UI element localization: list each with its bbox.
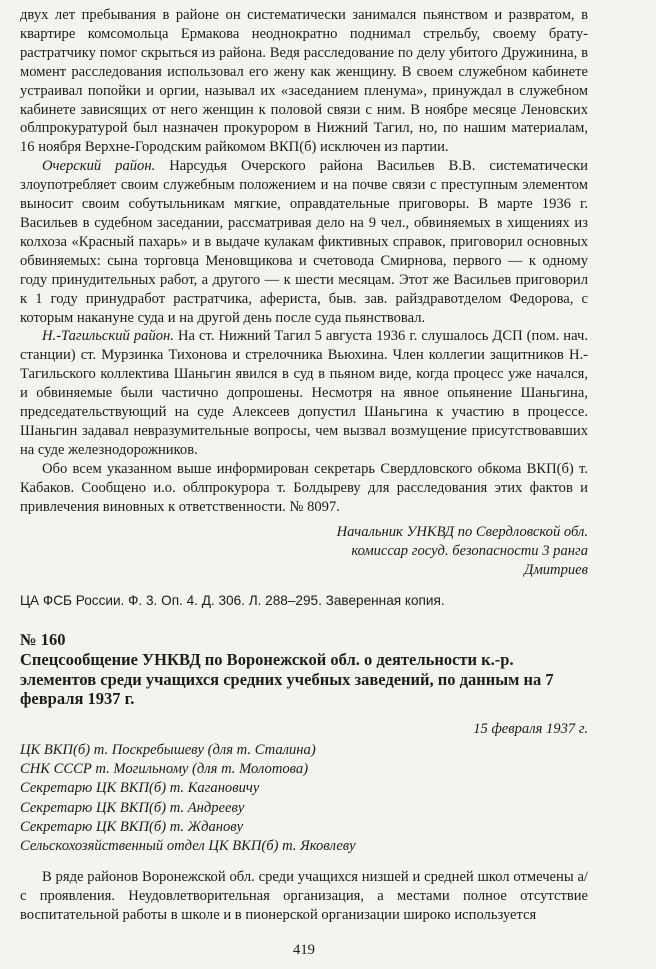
signature-rank: комиссар госуд. безопасности 3 ранга <box>351 543 588 560</box>
document-number: № 160 <box>20 630 66 650</box>
archive-reference: ЦА ФСБ России. Ф. 3. Оп. 4. Д. 306. Л. 288–295. Заверенная копия. <box>20 593 445 609</box>
closing-paragraph: Обо всем указанном выше информирован секретарь Свердловского обкома ВКП(б) т. Кабаков. Сообщено и.о. облпрокурора т. Болдыреву для расследования этих фактов и привлечения виновных к ответственности. № 8097. <box>20 460 588 515</box>
recipient-item: Секретарю ЦК ВКП(б) т. Андрееву <box>20 799 245 816</box>
recipient-item: Сельскохозяйственный отдел ЦК ВКП(б) т. Яковлеву <box>20 837 356 854</box>
recipient-list <box>20 741 588 856</box>
ntagil-district-heading: Н.-Тагильский район. <box>42 328 174 345</box>
signature-name: Дмитриев <box>524 562 588 579</box>
ntagil-district-paragraph <box>20 327 588 459</box>
ntagil-district-text: На ст. Нижний Тагил 5 августа 1936 г. слушалось ДСП (пом. нач. станции) ст. Мурзинка Тихонова и стрелочника Вьюхина. Член коллегии защитников Н.-Тагильского коллектива Шаньгин явился в суд в пьяном виде, когда процесс уже начался, и обвиняемые были частично допрошены. Несмотря на явное опьянение Шаньгина, председательствующий на суде Алексеев допустил Шаньгина к участию в процессе. Шаньгин задавал невразумительные вопросы, чем вызвал возмущение присутствовавших на суде железнодорожников. <box>20 328 588 458</box>
document-title: Спецсообщение УНКВД по Воронежской обл. о деятельности к.-р. элементов среди учащихся средних учебных заведений, по данным на 7 февраля 1937 г. <box>20 650 554 709</box>
signature-position: Начальник УНКВД по Свердловской обл. <box>336 524 588 541</box>
ocher-district-text: Нарсудья Очерского района Васильев В.В. систематически злоупотребляет своим служебным положением и на почве связи с преступным элементом выносит своим собутыльникам мягкие, оправдательные приговоры. В марте 1936 г. Васильев в судебном заседании, рассматривая дело на 9 чел., обвиняемых в хищениях из колхоза «Красный пахарь» и в выдаче кулакам фиктивных справок, приговорил основных обвиняемых: сына торговца Меновщикова и счетовода Смирнова, первого — к одному году принудительных работ, а другого — к шести месяцам. Этот же Васильев приговорил к 1 году принудработ растратчика, афериста, быв. зав. райздравотделом Федорова, с которым накануне суда и на другой день после суда пьянствовал. <box>20 158 588 326</box>
document-page <box>20 6 588 959</box>
recipient-item: Секретарю ЦК ВКП(б) т. Кагановичу <box>20 780 260 797</box>
document-date: 15 февраля 1937 г. <box>473 720 588 737</box>
ocher-district-heading: Очерский район. <box>42 158 156 175</box>
opening-paragraph: двух лет пребывания в районе он систематически занимался пьянством и развратом, в квартире комсомольца Ермакова неоднократно поднимал стрельбу, своему брату-растратчику помог скрыться из района. Ведя расследование по делу убитого Дружинина, в момент расследования использовал его жену как женщину. В своем служебном кабинете устраивал попойки и оргии, называл их «заседанием пленума», принуждал в служебном кабинете зависящих от него женщин к половой связи с ним. В ноябре месяце Леновских облпрокуратурой был назначен прокурором в Нижний Тагил, но, по нашим материалам, 16 ноября Верхне-Городским райкомом ВКП(б) исключен из партии. <box>20 7 588 156</box>
recipient-item: СНК СССР т. Могильному (для т. Молотова) <box>20 761 309 778</box>
ocher-district-paragraph <box>20 157 588 327</box>
document-body-start: В ряде районов Воронежской обл. среди учащихся низшей и средней школ отмечены а/с проявления. Неудовлетворительная организация, а местами полное отсутствие воспитательной работы в школе и в пионерской организации широко используется <box>20 869 588 923</box>
recipient-item: ЦК ВКП(б) т. Поскребышеву (для т. Сталина) <box>20 741 316 758</box>
signature-block <box>20 523 588 580</box>
recipient-item: Секретарю ЦК ВКП(б) т. Жданову <box>20 818 244 835</box>
page-number: 419 <box>293 941 315 958</box>
